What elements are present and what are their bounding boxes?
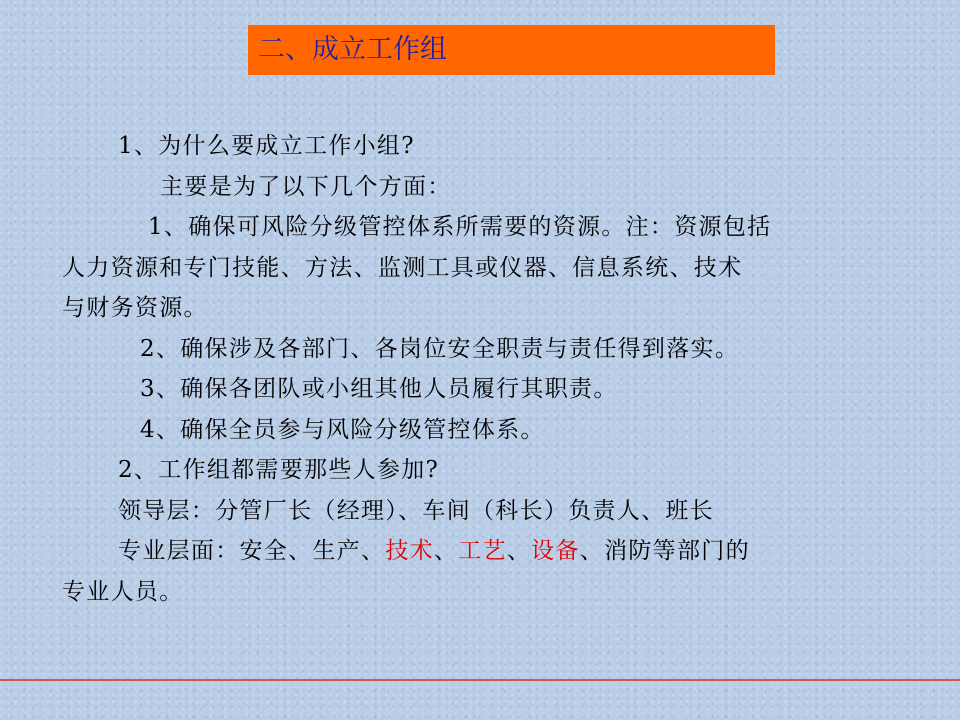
professional-suffix: 、消防等部门的 bbox=[579, 538, 750, 564]
item-1-line-2: 人力资源和专门技能、方法、监测工具或仪器、信息系统、技术 bbox=[62, 254, 743, 281]
separator: 、 bbox=[506, 538, 532, 564]
item-4: 4、确保全员参与风险分级管控体系。 bbox=[140, 416, 545, 443]
bottom-rule bbox=[0, 679, 960, 681]
question-1-intro: 主要是为了以下几个方面： bbox=[160, 173, 452, 200]
item-3: 3、确保各团队或小组其他人员履行其职责。 bbox=[140, 376, 618, 402]
question-1: 1、为什么要成立工作小组? bbox=[118, 133, 415, 159]
highlight-craft: 工艺 bbox=[458, 538, 507, 564]
highlight-equipment: 设备 bbox=[531, 538, 580, 564]
item-2: 2、确保涉及各部门、各岗位安全职责与责任得到落实。 bbox=[140, 335, 740, 362]
professional-line bbox=[62, 531, 902, 572]
separator: 、 bbox=[433, 538, 459, 564]
question-2: 2、工作组都需要那些人参加? bbox=[118, 457, 440, 483]
item-1-line-3: 与财务资源。 bbox=[62, 295, 208, 321]
leadership-line: 领导层：分管厂长（经理）、车间（科长）负责人、班长 bbox=[118, 497, 714, 524]
slide-title: 二、成立工作组 bbox=[248, 25, 775, 75]
professional-line-2: 专业人员。 bbox=[62, 578, 184, 605]
item-1-line-1: 1、确保可风险分级管控体系所需要的资源。注：资源包括 bbox=[148, 214, 772, 240]
highlight-technology: 技术 bbox=[385, 538, 434, 564]
slide-body bbox=[62, 126, 902, 612]
professional-prefix: 专业层面：安全、生产、 bbox=[118, 538, 386, 564]
